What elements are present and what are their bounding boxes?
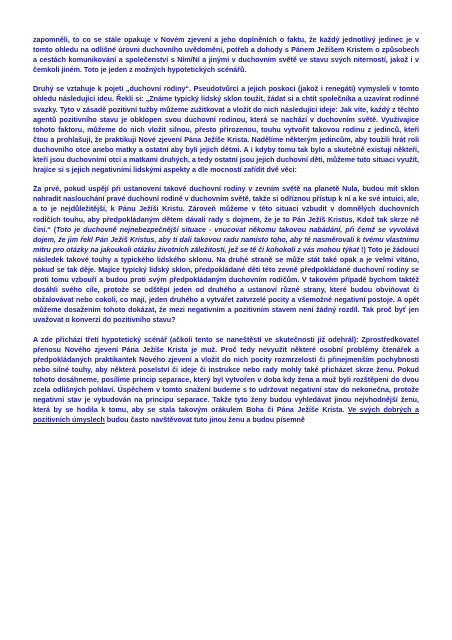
paragraph — [33, 335, 419, 426]
paragraph-text: Za prvé, pokud uspějí při ustanovení takové duchovní rodiny v zevním světě na planetě Nula, budou mít sklon nahradit naslouchání pravé duchovní rodině v duchovním světě, takže si odříznou přístup k ní a ke své intuici, ale, a to je nejdůležitější, k Pánu Ježíši Kristu. Zároveň můžeme v této situaci vzbudit v domnělých duchovních rodičích touhu, aby předpokládaným dětem dávali rady s dojmem, že je to Pán Ježíš Kristus, Kdož tak skrze ně činí.“ ( — [33, 185, 419, 234]
paragraph-text: Druhý se vztahuje k pojetí „duchovní rodiny“. Pseudotvůrci a jejich poskoci (jakož i renegáti) vymysleli v tomto ohledu následující ideu. Řekli si: „Známe typický lidský sklon toužit, žádat si a chtít společníka a uzavírat rodinné svazky. Tyto v zásadě pozitivní tužby můžeme zužitkovat a vložit do nich následující ideje: Jak víte, každý z těchto agentů pozitivního stavu je obklopen svou duchovní rodinou, která se nachází v duchovním světě. Využívajíce tohoto faktoru, můžeme do nich vložit silnou, přesto přirozenou, touhu vytvořit takovou rodinu z jedinců, kteří čtou a prohlašují, že praktikují Nové zjevení Pána Ježíše Krista. Nadělíme některým jedincům, aby toužili hrát roli duchovního otce anebo matky a ostatní aby byli jejich dětmi. A i kdyby tomu tak bylo a skutečně existují někteří, kteří jsou duchovními otci a matkami druhých, a tedy ostatní jsou jejich duchovní děti, můžeme tuto situaci využít, hrajíce si s jejich negativními lidskými aspekty a dle mocností zařídit dvě věci: — [33, 85, 419, 175]
paragraph — [33, 184, 419, 325]
paragraph-text: Toto je duchovně nejnebezpečnější situace - vnucovat někomu takovou nabádání, při čemž se vyvolává dojem, že jim řekl Pán Ježíš Kristus, aby ti dali takovou radu namísto toho, aby té nasměrovali k tvému vlastnímu mitru pro otázky na jakoukoli otázku životních záležitostí, jež se tě či kohokoli z vás mohou týkat — [33, 225, 420, 254]
paragraph — [33, 84, 419, 175]
paragraph-text: budou často navštěvovat tuto jinou ženu a budou písemně — [104, 416, 305, 425]
paragraph-text: !) Toto je žádoucí následek takové touhy a typického lidského sklonu. Na druhé straně se může stát také opak a je velmi vítáno, pokud se tak děje. Majíce typický lidský sklon, předpokládané děti této zevně předpokládané duchovní rodiny se proti tomu vzbouří a budou proti svým předpokládaným duchovním rodičům. V takovém případě bychom taktéž dosáhli svého cíle, protože se odštěpí jeden od druhého a ustanoví různé strany, které budou obviňovat či obžalovávat nebo cokoli, co mají, jeden druhého a vytvářet zatvrzelé pocity a všemožné negativní postoje. A opět můžeme dosažením tohoto dokázat, že mezi negativním a pozitivním stavem není žádný rozdíl. Tak proč byť jen uvažovat o konverzi do pozitivního stavu? — [33, 245, 419, 325]
paragraph-text: Ve svých dobrých a pozitivních úmyslech — [33, 406, 419, 425]
paragraph — [33, 35, 419, 75]
paragraph-text: A zde přichází třetí hypotetický scénář (ačkoli tento se naneštěstí ve skutečnosti již odehrál): Zprostředkovatel přenosu Nového zjevení Pána Ježíše Krista je muž. Proč tedy nevyužít některé osobní problémy čtenářek a předpokládaných praktikantek Nového zjevení a vložit do nich pocity rozmrzelosti či přinejmenším pochybnosti nebo silné touhy, aby některá poselství či ideje či instrukce nebo rady mohly také přicházet skrze ženu. Pokud tohoto dosáhneme, posílíme princip separace, který byl vytvořen v doba kdy žena a muž byli rozštěpeni do dvou zcela odlišných pohlaví. Úspěchem v tomto snažení budeme s to udržovat negativní stav do nekonečna, protože negativní stav je vybudován na principu separace. Takže tyto ženy budou vyhledávat jinou nejvhodnější ženu, která by se hodila k tomu, aby se stala takovým orákulem Boha či Pána Ježíše Krista. — [33, 335, 419, 415]
paragraph-text: zapomněli, to co se stále opakuje v Novém zjevení a jeho doplněních o faktu, že každý jednotlivý jedinec je v tomto ohledu na odlišné úrovni duchovního uvědomění, potřeb a dohody s Pánem Ježíšem Kristem o způsobech a cestách komunikování a společenství s Ním/Ní a jinými v duchovním světě ve stavu svých niterností, jakož i v čemkoli jiném. Toto je jeden z možných hypotetických scénářů. — [33, 36, 419, 75]
